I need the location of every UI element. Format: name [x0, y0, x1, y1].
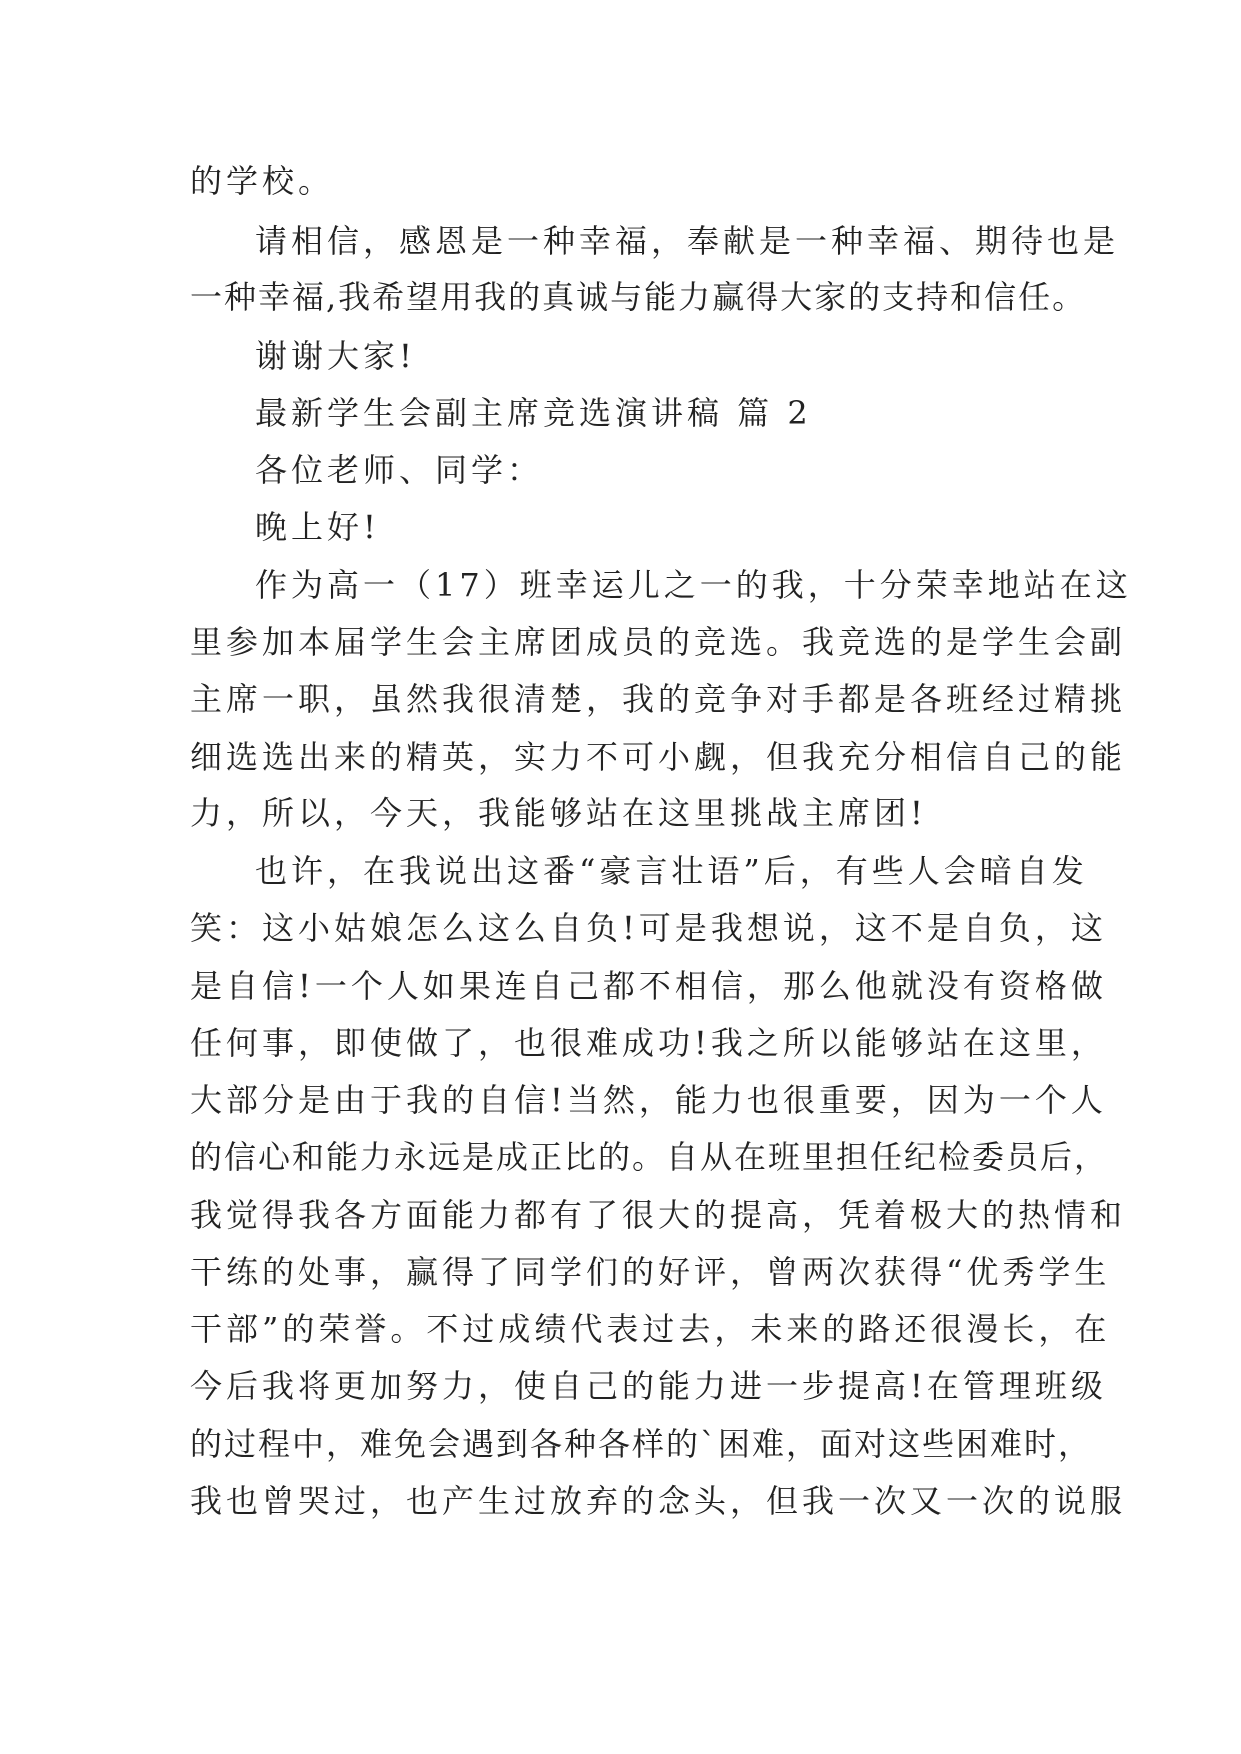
text-line: 里参加本届学生会主席团成员的竞选。我竞选的是学生会副: [190, 623, 1127, 661]
text-line: 请相信，感恩是一种幸福，奉献是一种幸福、期待也是: [255, 222, 1120, 260]
text-line: 任何事，即使做了，也很难成功!我之所以能够站在这里，: [190, 1024, 1107, 1062]
text-line: 的学校。: [190, 162, 335, 200]
text-line: 也许，在我说出这番“豪言壮语”后，有些人会暗自发: [255, 852, 1088, 890]
text-line: 一种幸福,我希望用我的真诚与能力赢得大家的支持和信任。: [190, 278, 1087, 316]
salutation: 各位老师、同学：: [255, 451, 544, 489]
text-line: 我也曾哭过，也产生过放弃的念头，但我一次又一次的说服: [190, 1482, 1127, 1520]
text-line: 是自信!一个人如果连自己都不相信，那么他就没有资格做: [190, 967, 1107, 1005]
text-line: 今后我将更加努力，使自己的能力进一步提高!在管理班级: [190, 1367, 1107, 1405]
text-line: 作为高一（17）班幸运儿之一的我，十分荣幸地站在这: [255, 566, 1132, 604]
text-line: 的信心和能力永远是成正比的。自从在班里担任纪检委员后，: [190, 1138, 1109, 1176]
text-line: 力，所以，今天，我能够站在这里挑战主席团!: [190, 794, 927, 832]
text-line: 谢谢大家!: [255, 337, 416, 375]
text-line: 细选选出来的精英，实力不可小觑，但我充分相信自己的能: [190, 738, 1127, 776]
text-line: 笑：这小姑娘怎么这么自负!可是我想说，这不是自负，这: [190, 909, 1107, 947]
text-line: 干练的处事，赢得了同学们的好评，曾两次获得“优秀学生: [190, 1253, 1111, 1291]
text-line: 主席一职，虽然我很清楚，我的竞争对手都是各班经过精挑: [190, 680, 1127, 718]
section-heading: 最新学生会副主席竞选演讲稿 篇 2: [255, 394, 812, 432]
text-line: 我觉得我各方面能力都有了很大的提高，凭着极大的热情和: [190, 1196, 1127, 1234]
text-line: 干部”的荣誉。不过成绩代表过去，未来的路还很漫长，在: [190, 1310, 1111, 1348]
text-line: 大部分是由于我的自信!当然，能力也很重要，因为一个人: [190, 1081, 1107, 1119]
greeting: 晚上好!: [255, 508, 380, 546]
text-line: 的过程中，难免会遇到各种各样的`困难，面对这些困难时，: [190, 1425, 1093, 1463]
